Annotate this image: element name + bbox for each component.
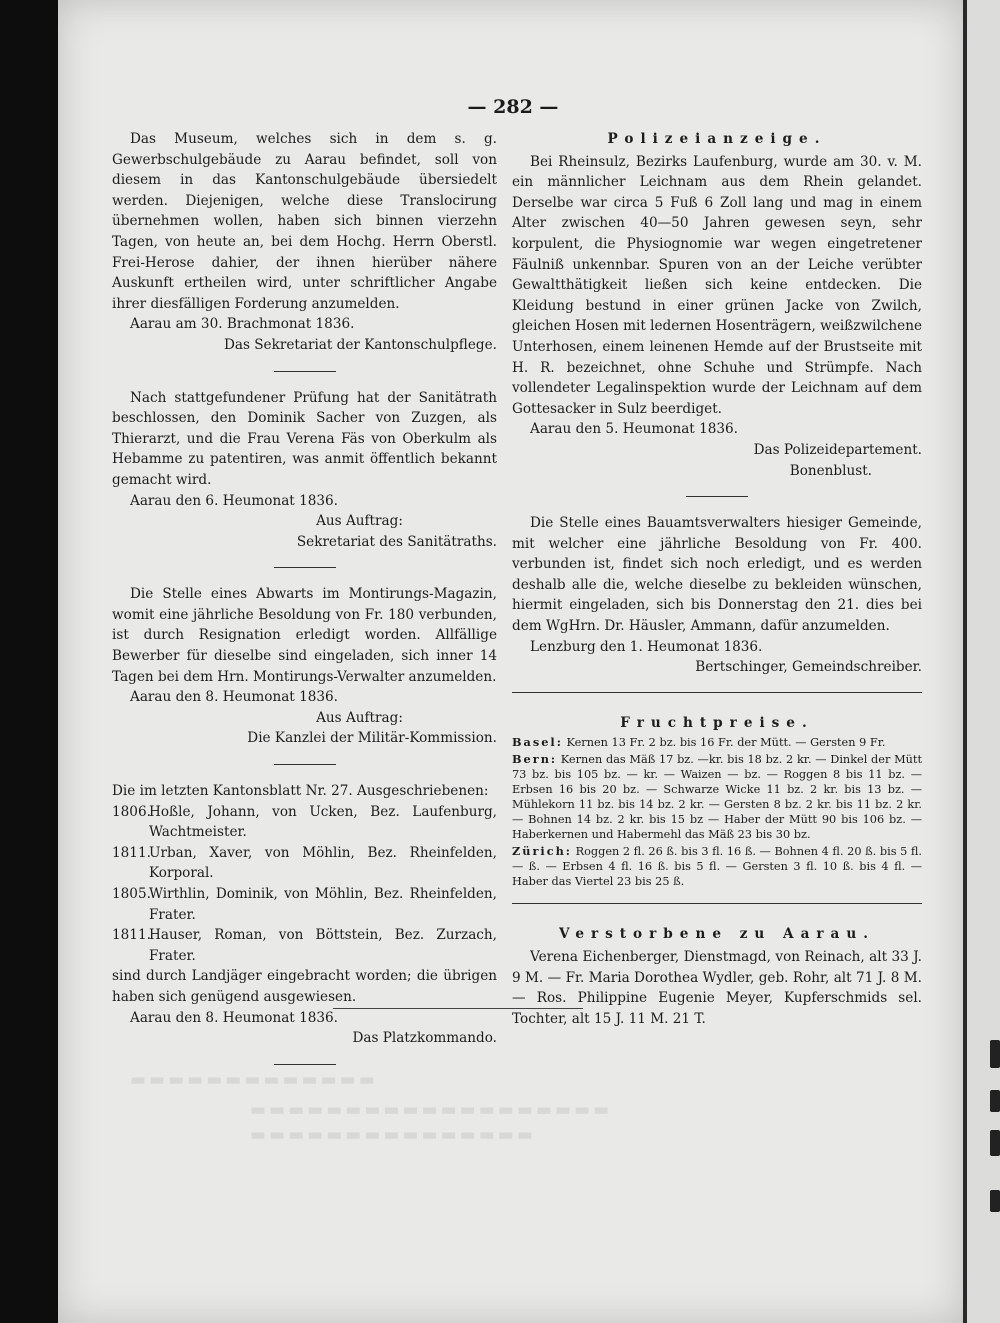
polizei-title: Polizeianzeige. [607,131,827,147]
page-number: — 282 — [467,96,559,118]
separator [512,903,922,904]
bleed-through-text: ▬▬▬▬▬▬▬▬▬▬▬▬▬ [130,1070,378,1090]
entry-number: 1811. [112,927,151,944]
list-item [112,884,497,925]
market-prices: Kernen das Mäß 17 bz. —kr. bis 18 bz. 2 kr. — Dinkel der Mütt 73 bz. bis 105 bz. — kr. — Waizen — bz. — Roggen 8 bis 11 bz. — Erbsen 16 bis 20 bz. — Schwarze Wicke 11 bz. 2 kr. bis 13 bz. — Mühlekorn 11 bz. bis 14 bz. 2 kr. — Gersten 8 bz. 2 kr. bis 11 bz. 2 kr. — Bohnen 14 bz. 2 kr. bis 15 bz — Haber der Mütt 90 bis 106 bz. — Haberkernen und Habermehl das Mäß 23 bis 30 bz. [512,753,923,842]
polizei-date: Aarau den 5. Heumonat 1836. [530,421,739,438]
museum-date: Aarau am 30. Brachmonat 1836. [130,316,355,333]
entry-text: Hoßle, Johann, von Ucken, Bez. Laufenburg, Wachtmeister. [149,803,497,841]
bleed-through-text: ▬▬▬▬▬▬▬▬▬▬▬▬▬▬▬ [250,1125,536,1145]
ausgeschrieben-signature: Das Platzkommando. [352,1030,497,1047]
bauamt-notice [512,513,922,678]
separator [686,496,748,497]
abwart-auftrag: Aus Auftrag: [316,709,403,726]
entry-text: Hauser, Roman, von Böttstein, Bez. Zurzach, Frater. [149,927,497,964]
entry-number: 1806. [112,803,151,820]
polizei-signature: Das Polizeidepartement. [753,441,922,458]
separator [274,1064,336,1065]
market-zuerich [512,844,922,889]
market-label: Basel: [512,735,563,750]
verstorbene-title: Verstorbene zu Aarau. [559,926,875,943]
ausgeschrieben-date: Aarau den 8. Heumonat 1836. [130,1009,339,1026]
verstorbene-section [512,924,922,1029]
polizei-signature-name: Bonenblust. [789,462,872,479]
adjacent-page-mark [990,1040,1000,1068]
abwart-signature: Die Kanzlei der Militär-Kommission. [247,730,497,747]
adjacent-page-mark [990,1190,1000,1212]
list-item [112,843,497,884]
fruchtpreise-section [512,713,922,890]
market-label: Bern: [512,752,558,767]
ausgeschrieben-outro: sind durch Landjäger eingebracht worden; die übrigen haben sich genügend ausgewiesen. [112,968,497,1005]
sanitaet-notice [112,388,497,553]
entry-number: 1811. [112,844,151,861]
abwart-text: Die Stelle eines Abwarts im Montirungs-Magazin, womit eine jährliche Besoldung von Fr. 180 verbunden, ist durch Resignation erledigt worden. Allfällige Bewerber für dieselbe sind eingeladen, sich inner 14 Tagen bei dem Hrn. Montirungs-Verwalter anzumelden. [112,586,497,685]
separator [512,692,922,693]
separator [274,567,336,568]
adjacent-page-edge [963,0,1000,1323]
sanitaet-auftrag: Aus Auftrag: [316,513,403,530]
ausgeschrieben-intro: Die im letzten Kantonsblatt Nr. 27. Ausgeschriebenen: [112,783,489,800]
list-item [112,925,497,966]
polizei-notice [512,129,922,481]
market-prices: Roggen 2 fl. 26 ß. bis 3 fl. 16 ß. — Bohnen 4 fl. 20 ß. bis 5 fl. — ß. — Erbsen 4 fl. 16 ß. bis 5 fl. — Gersten 3 fl. 10 ß. bis 4 fl. — Haber das Viertel 23 bis 25 ß. [512,845,923,889]
bauamt-text: Die Stelle eines Bauamtsverwalters hiesiger Gemeinde, mit welcher eine jährliche Besoldung von Fr. 400. verbunden ist, findet sich noch erledigt, und es werden deshalb alle die, welche dieselbe zu bekleiden wünschen, hiermit eingeladen, sich bis Donnerstag den 21. dies bei dem WgHrn. Dr. Häusler, Ammann, dafür anzumelden. [512,515,922,635]
separator [274,764,336,765]
sanitaet-signature: Sekretariat des Sanitätraths. [296,533,497,550]
adjacent-page-mark [990,1130,1000,1156]
sanitaet-text: Nach stattgefundener Prüfung hat der Sanitätrath beschlossen, den Dominik Sacher von Zuzgen, als Thierarzt, und die Frau Verena Fäs von Oberkulm als Hebamme zu patentiren, was anmit öffentlich bekannt gemacht wird. [112,389,497,488]
sanitaet-date: Aarau den 6. Heumonat 1836. [130,492,339,509]
right-column [512,129,922,1029]
market-prices: Kernen 13 Fr. 2 bz. bis 16 Fr. der Mütt. — Gersten 9 Fr. [566,736,886,750]
market-basel [512,735,922,750]
museum-notice [112,129,497,356]
verstorbene-text: Verena Eichenberger, Dienstmagd, von Reinach, alt 33 J. 9 M. — Fr. Maria Dorothea Wydler, geb. Rohr, alt 71 J. 8 M. — Ros. Philippine Eugenie Meyer, Kupferschmids sel. Tochter, alt 15 J. 11 M. 21 T. [512,949,922,1027]
entry-text: Urban, Xaver, von Möhlin, Bez. Rheinfelden, Korporal. [149,844,497,882]
list-item [112,802,497,843]
abwart-date: Aarau den 8. Heumonat 1836. [130,689,339,706]
adjacent-page-mark [990,1090,1000,1112]
market-label: Zürich: [512,844,572,859]
abwart-notice [112,584,497,749]
museum-signature: Das Sekretariat der Kantonschulpflege. [223,336,497,353]
bleed-through-text: ▬▬▬▬▬▬▬▬▬▬▬▬▬▬▬▬▬▬▬ [250,1100,613,1120]
bauamt-signature: Bertschinger, Gemeindschreiber. [695,659,922,676]
entry-text: Wirthlin, Dominik, von Möhlin, Bez. Rheinfelden, Frater. [149,886,497,923]
left-column [112,129,497,1081]
bauamt-date: Lenzburg den 1. Heumonat 1836. [530,638,763,655]
museum-text: Das Museum, welches sich in dem s. g. Gewerbschulgebäude zu Aarau befindet, soll von diesem in das Kantonschulgebäude übersiedelt werden. Diejenigen, welche diese Translocirung übernehmen wollen, haben sich binnen vierzehn Tagen, von heute an, bei dem Hochg. Herrn Oberstl. Frei-Herose dahier, der ihnen hierüber nähere Auskunft ertheilen wird, unter schriftlicher Angabe ihrer diesfälligen Forderung anzumelden. [112,131,497,312]
separator [274,371,336,372]
bottom-rule [333,1008,583,1009]
polizei-text: Bei Rheinsulz, Bezirks Laufenburg, wurde am 30. v. M. ein männlicher Leichnam aus dem Rhein gelandet. Derselbe war circa 5 Fuß 6 Zoll lang und mag in einem Alter zwischen 40—50 Jahren gewesen seyn, sehr korpulent, die Physiognomie war wegen eingetretener Fäulniß unkennbar. Spuren von an der Leiche verübter Gewaltthätigkeit ließen sich keine entdecken. Die Kleidung bestund in einer grünen Jacke von Zwilch, gleichen Hosen mit ledernen Hosenträgern, weißzwilchene Unterhosen, einem leinenen Hemde auf der Brustseite mit H. R. bezeichnet, ohne Schuhe und Strümpfe. Nach vollendeter Legalinspektion wurde der Leichnam auf dem Gottesacker in Sulz beerdiget. [512,153,922,417]
entry-number: 1805. [112,886,151,902]
fruchtpreise-title: Fruchtpreise. [620,714,814,731]
market-bern [512,752,922,842]
